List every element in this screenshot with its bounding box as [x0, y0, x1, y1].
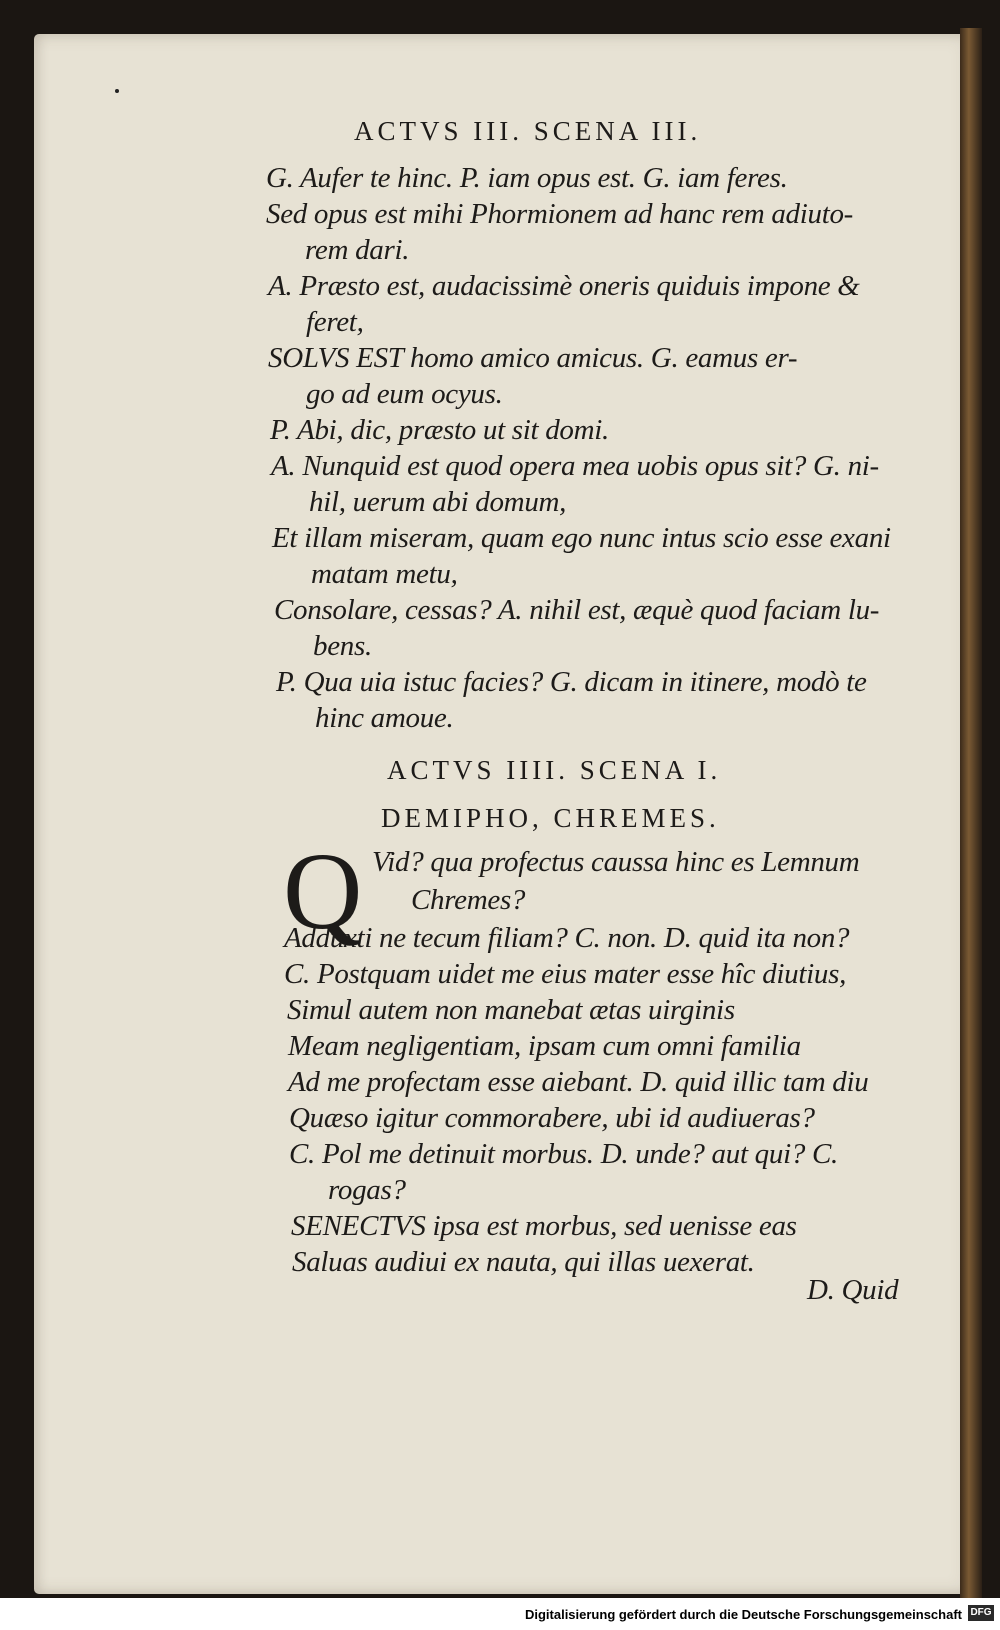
dfg-logo: DFG: [968, 1605, 994, 1621]
text-line: SOLVS EST homo amico amicus. G. eamus er-: [268, 342, 798, 374]
character-names: DEMIPHO, CHREMES.: [381, 803, 720, 833]
book-spine: [960, 28, 982, 1598]
text-line: hil, uerum abi domum,: [309, 486, 567, 518]
scene-heading-mid: ACTVS IIII. SCENA I.: [387, 755, 722, 785]
drop-cap-q: Q: [283, 830, 363, 952]
text-line: go ad eum ocyus.: [306, 378, 503, 410]
text-line: hinc amoue.: [315, 702, 454, 734]
text-line: rem dari.: [305, 234, 410, 266]
text-line: A. Nunquid est quod opera mea uobis opus sit? G. ni-: [271, 450, 879, 482]
text-line: feret,: [306, 306, 364, 338]
text-line: Simul autem non manebat ætas uirginis: [287, 994, 735, 1026]
text-line: C. Pol me detinuit morbus. D. unde? aut qui? C.: [289, 1138, 838, 1170]
catchword: D. Quid: [807, 1274, 899, 1306]
text-line: bens.: [313, 630, 372, 662]
text-line: G. Aufer te hinc. P. iam opus est. G. iam feres.: [266, 162, 788, 194]
text-line: Et illam miseram, quam ego nunc intus scio esse exani: [272, 522, 891, 554]
ink-speck: [115, 89, 119, 93]
footer-text: Digitalisierung gefördert durch die Deutsche Forschungsgemeinschaft: [524, 1607, 962, 1622]
text-line: C. Postquam uidet me eius mater esse hîc diutius,: [284, 958, 847, 990]
text-line: P. Abi, dic, præsto ut sit domi.: [270, 414, 609, 446]
text-line: Chremes?: [411, 884, 526, 916]
digitization-footer: [0, 1598, 1000, 1630]
text-line: Quæso igitur commorabere, ubi id audiueras?: [289, 1102, 815, 1134]
text-line: Adduxti ne tecum filiam? C. non. D. quid ita non?: [284, 922, 850, 954]
text-line: Vid? qua profectus caussa hinc es Lemnum: [372, 846, 860, 878]
text-line: matam metu,: [311, 558, 458, 590]
text-line: P. Qua uia istuc facies? G. dicam in itinere, modò te: [276, 666, 867, 698]
text-line: Saluas audiui ex nauta, qui illas uexerat.: [292, 1246, 755, 1278]
text-line: Meam negligentiam, ipsam cum omni familia: [288, 1030, 801, 1062]
scene-heading-top: ACTVS III. SCENA III.: [354, 116, 702, 146]
text-line: A. Præsto est, audacissimè oneris quiduis impone &: [268, 270, 860, 302]
text-line: Ad me profectam esse aiebant. D. quid illic tam diu: [288, 1066, 869, 1098]
text-line: Consolare, cessas? A. nihil est, æquè quod faciam lu-: [274, 594, 880, 626]
text-line: rogas?: [328, 1174, 406, 1206]
text-line: Sed opus est mihi Phormionem ad hanc rem adiuto-: [266, 198, 854, 230]
text-line: SENECTVS ipsa est morbus, sed uenisse eas: [291, 1210, 797, 1242]
